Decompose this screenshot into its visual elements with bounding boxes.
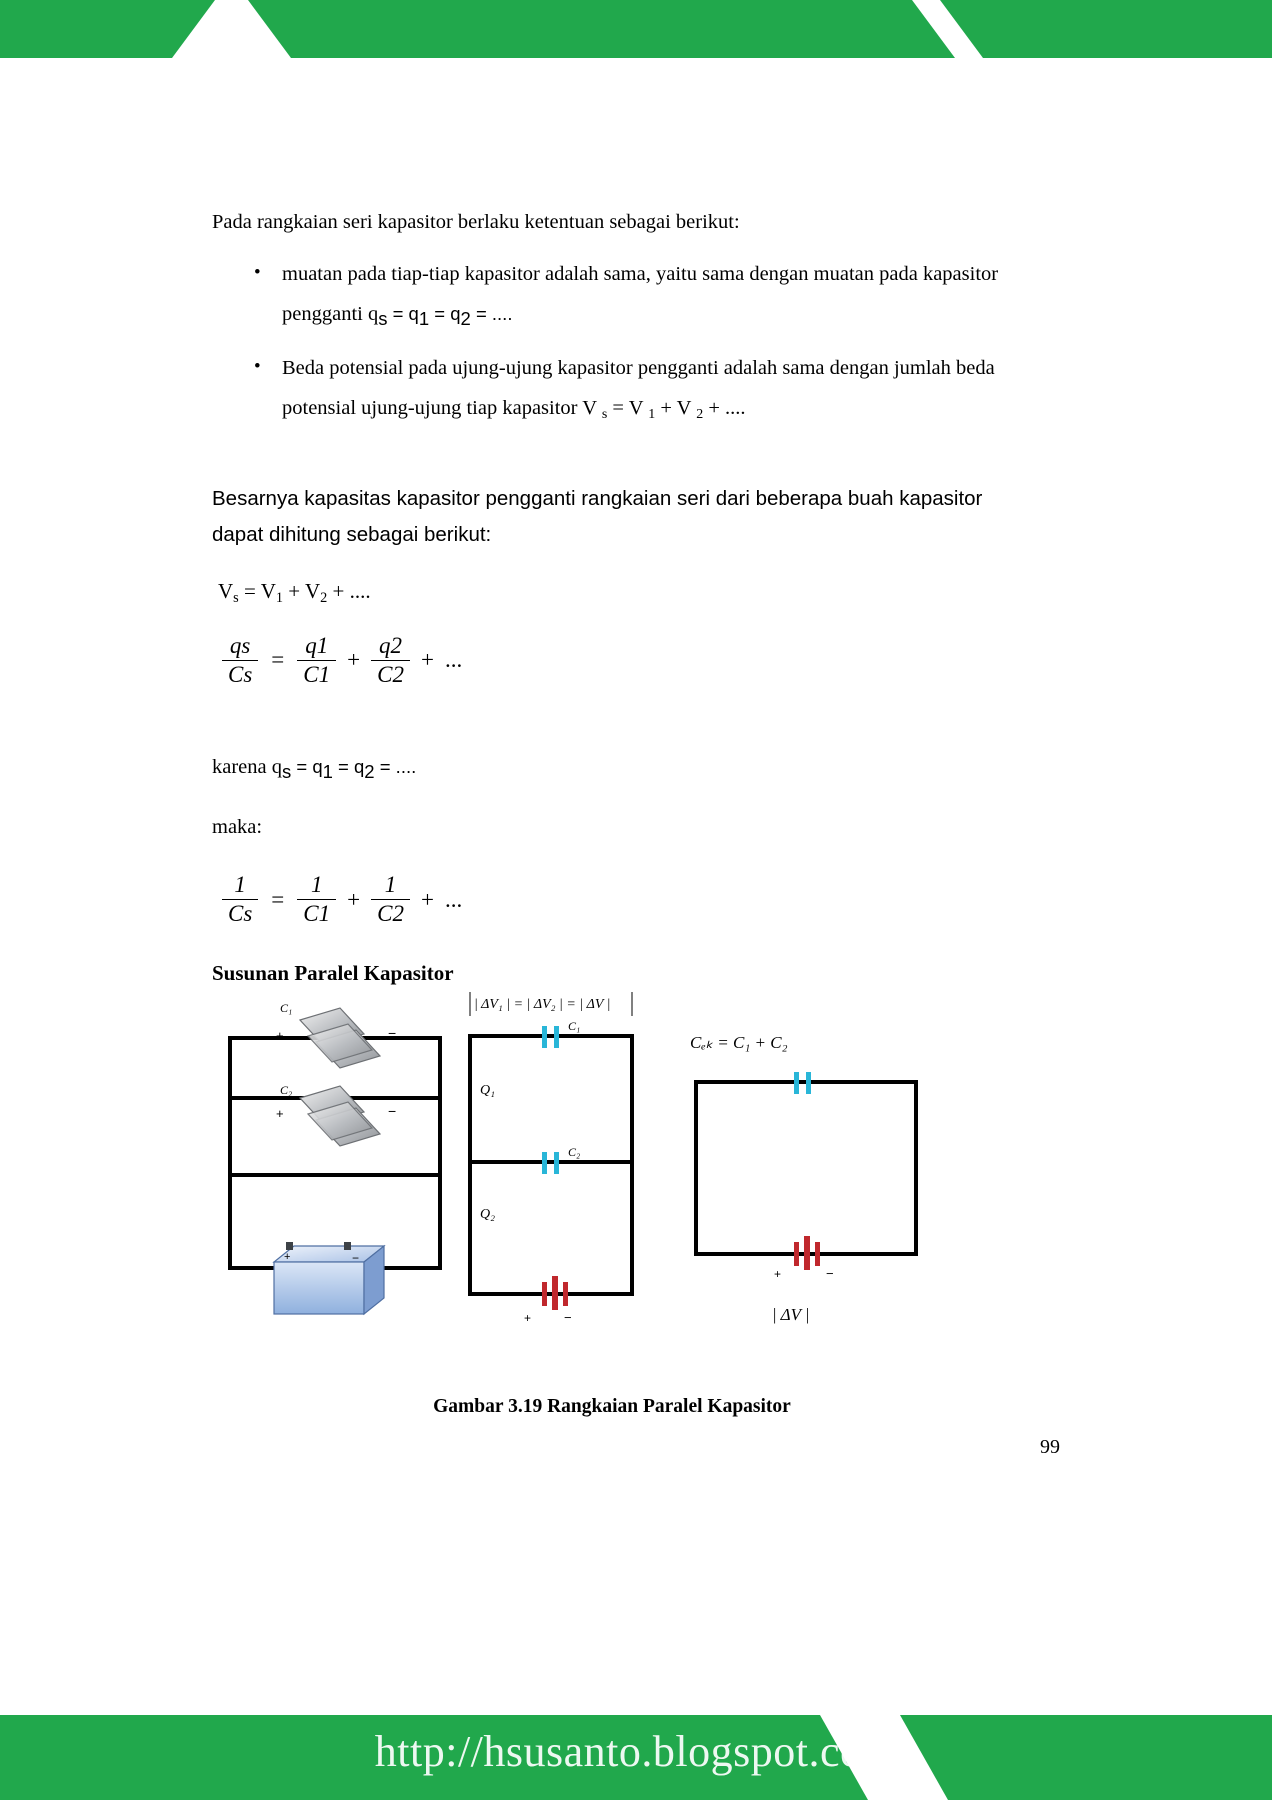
bullet-1-text-c: = q	[429, 302, 461, 324]
fraction-denominator: Cs	[222, 660, 258, 688]
fraction-numerator: qs	[229, 632, 251, 658]
eq-v-tail: + ....	[332, 578, 371, 603]
plus-sign: +	[347, 886, 361, 912]
fraction-qs-cs	[222, 633, 258, 688]
bullet-list	[212, 255, 1012, 429]
figure-panel-equivalent	[690, 1033, 916, 1324]
band-chevron-right-bottom	[900, 1715, 1272, 1800]
battery-box	[274, 1242, 384, 1314]
label-delta-v-equality: | ΔV₁ | = | ΔV₂ | = | ΔV |	[474, 997, 611, 1012]
label-minus-c2: −	[388, 1103, 397, 1119]
fraction-numerator: q2	[379, 632, 403, 658]
eq-v-equals: =	[243, 578, 256, 603]
figure-parallel-capacitor-circuit	[212, 990, 1012, 1410]
band-chevron-mid	[248, 0, 955, 58]
label-battery-minus-schematic: −	[564, 1310, 572, 1325]
bullet-1-text-a: muatan pada tiap-tiap kapasitor adalah sama, yaitu sama dengan muatan pada kapasitor pengganti q	[282, 262, 999, 325]
karena-text-c: = q	[332, 755, 365, 777]
fraction-denominator: C2	[371, 660, 410, 688]
equation-voltage-series	[218, 579, 1012, 607]
equals-sign: =	[271, 886, 285, 912]
karena-sub-b: 1	[322, 760, 333, 782]
label-minus-equivalent: −	[826, 1266, 834, 1281]
watermark-url: http://hsusanto.blogspot.com	[374, 1727, 898, 1776]
label-battery-plus-schematic: +	[524, 1311, 532, 1325]
equals-sign: =	[271, 647, 285, 673]
bullet-2-text-c: + V	[655, 397, 697, 420]
bottom-decorative-band	[0, 1685, 1272, 1800]
bullet-2-text-a: Beda potensial pada ujung-ujung kapasitor pengganti adalah sama dengan jumlah beda potensial ujung-ujung tiap kapasitor V	[282, 357, 995, 420]
eq-v-lhs: V	[218, 578, 234, 603]
karena-sub-a: s	[282, 760, 292, 782]
label-c2-schematic: C₂	[568, 1145, 581, 1159]
bullet-1-text-b: = q	[387, 302, 419, 324]
karena-text-d: = ....	[374, 755, 417, 777]
bullet-2-sub-c: 2	[696, 406, 704, 422]
fraction-denominator: C2	[371, 899, 410, 927]
eq-v-term2-sub: 2	[320, 589, 328, 606]
label-q1: Q₁	[480, 1083, 495, 1098]
label-q2: Q₂	[480, 1207, 495, 1222]
ellipsis: ...	[444, 886, 463, 912]
fraction-1-c1	[297, 872, 336, 927]
ellipsis: ...	[444, 647, 463, 673]
list-item	[248, 349, 1012, 429]
maka-line: maka:	[212, 816, 263, 839]
label-minus-c1: −	[388, 1025, 397, 1041]
intro-paragraph: Pada rangkaian seri kapasitor berlaku ketentuan sebagai berikut:	[212, 211, 740, 233]
eq-v-term1: V	[260, 578, 276, 603]
fraction-numerator: 1	[384, 872, 397, 898]
document-body	[212, 205, 1012, 986]
section-heading: Susunan Paralel Kapasitor	[212, 961, 454, 986]
label-c2: C₂	[280, 1083, 293, 1097]
bullet-2-sub-a: s	[601, 406, 608, 422]
equation-fraction-capacitance	[218, 872, 1012, 927]
list-item	[248, 255, 1012, 337]
label-battery-minus: −	[352, 1251, 360, 1265]
bullet-2-text-d: + ....	[703, 397, 746, 420]
bullet-1-text-d: = ....	[470, 302, 513, 324]
fraction-q1-c1	[297, 633, 336, 688]
karena-text-b: = q	[291, 755, 323, 777]
figure-caption: Gambar 3.19 Rangkaian Paralel Kapasitor	[433, 1396, 791, 1417]
fraction-numerator: q1	[305, 632, 329, 658]
karena-line	[212, 750, 1012, 789]
capacitor-plate-c2	[300, 1086, 380, 1146]
bullet-1-sub-c: 2	[460, 308, 471, 330]
fraction-1-cs	[222, 872, 258, 927]
karena-text-a: karena q	[212, 755, 282, 778]
eq-v-plus: +	[288, 578, 301, 603]
battery-symbol-schematic	[542, 1276, 568, 1310]
plus-sign: +	[420, 886, 434, 912]
fraction-denominator: C1	[297, 660, 336, 688]
label-delta-v: | ΔV |	[772, 1305, 810, 1324]
label-c1: C₁	[280, 1001, 293, 1015]
label-c1-schematic: C₁	[568, 1019, 581, 1033]
fraction-1-c2	[371, 872, 410, 927]
page-number: 99	[1040, 1436, 1060, 1458]
label-battery-plus: +	[284, 1251, 291, 1263]
top-decorative-band	[0, 0, 1272, 58]
bullet-2-text-b: = V	[607, 397, 649, 420]
fraction-numerator: 1	[310, 872, 323, 898]
bullet-1-sub-a: s	[378, 308, 388, 330]
equation-fraction-charge	[218, 633, 1012, 688]
label-ceq-equation: Cₑₖ = C₁ + C₂	[690, 1033, 788, 1052]
karena-sub-c: 2	[364, 760, 375, 782]
band-chevron-left-bottom	[0, 1715, 868, 1800]
bullet-2-sub-b: 1	[648, 406, 656, 422]
eq-v-term1-sub: 1	[275, 589, 284, 606]
label-plus-equivalent: +	[774, 1267, 782, 1281]
eq-v-term2: V	[304, 578, 321, 603]
label-plus-c1: +	[276, 1028, 284, 1043]
paragraph-2: Besarnya kapasitas kapasitor pengganti rangkaian seri dari beberapa buah kapasitor dapat dihitung sebagai berikut:	[212, 487, 983, 546]
plus-sign: +	[347, 647, 361, 673]
eq-v-lhs-sub: s	[233, 589, 239, 606]
figure-panel-pictorial	[230, 1001, 440, 1314]
battery-symbol-equivalent	[794, 1236, 820, 1270]
plus-sign: +	[420, 647, 434, 673]
fraction-q2-c2	[371, 633, 410, 688]
fraction-numerator: 1	[234, 872, 246, 898]
fraction-denominator: Cs	[222, 899, 258, 927]
band-chevron-right	[940, 0, 1272, 58]
label-plus-c2: +	[276, 1106, 284, 1121]
bullet-1-sub-b: 1	[418, 308, 430, 330]
figure-panel-schematic	[470, 992, 632, 1325]
fraction-denominator: C1	[297, 899, 336, 927]
